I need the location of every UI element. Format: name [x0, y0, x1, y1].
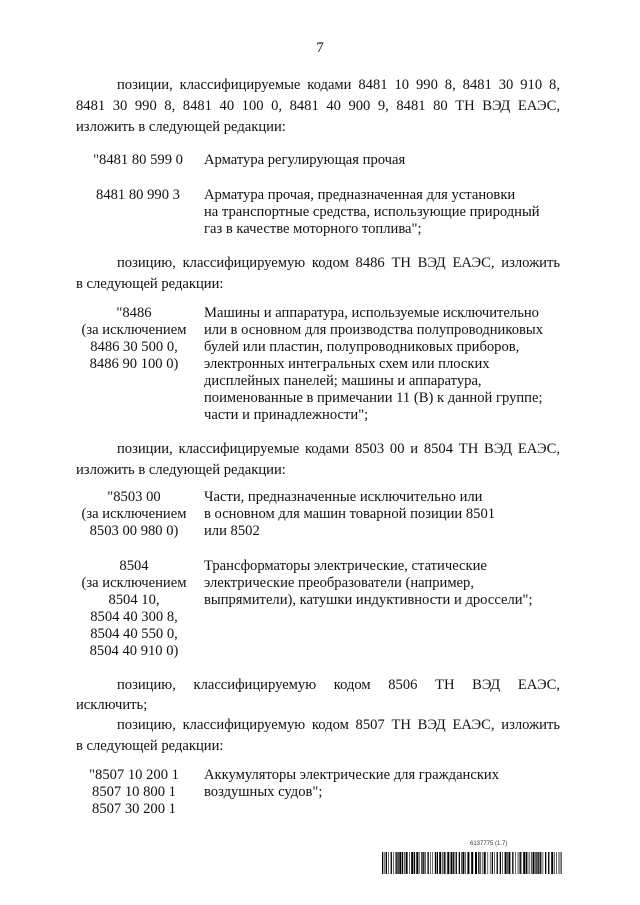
code-8507-line2: 8507 10 800 1 — [92, 784, 176, 800]
barcode-bar — [515, 852, 516, 874]
barcode-bar — [428, 852, 429, 874]
code-8481805990: "8481 80 599 0 — [93, 152, 183, 168]
code-8504-line5: 8504 40 550 0, — [90, 626, 178, 642]
intro1-line1: позиции, классифицируемые кодами 8481 10 990 8, 8481 30 910 8, — [117, 77, 560, 93]
barcode-bar — [442, 852, 443, 874]
barcode-bar — [416, 852, 418, 874]
barcode-bar — [548, 852, 549, 874]
intro3-line1: позиции, классифицируемые кодами 8503 00 и 8504 ТН ВЭД ЕАЭС, — [117, 441, 560, 457]
barcode-bar — [385, 852, 386, 874]
barcode-image — [382, 852, 562, 874]
barcode-bar — [475, 852, 477, 874]
intro1-line3: изложить в следующей редакции: — [76, 119, 286, 135]
desc-8504-line2: электрические преобразователи (например, — [204, 575, 474, 591]
barcode-bar — [543, 852, 544, 874]
desc-8486-line3: булей или пластин, полупроводниковых приборов, — [204, 339, 520, 355]
barcode-bar — [451, 852, 453, 874]
intro1-line2: 8481 30 990 8, 8481 40 100 0, 8481 40 900 9, 8481 80 ТН ВЭД ЕАЭС, — [76, 98, 560, 114]
barcode-bar — [462, 852, 464, 874]
barcode-bar — [446, 852, 447, 874]
barcode-bar — [478, 852, 479, 874]
barcode-bar — [459, 852, 460, 874]
barcode-bar — [430, 852, 431, 874]
intro5-line2: в следующей редакции: — [76, 738, 224, 754]
desc-8481809903-line3: газ в качестве моторного топлива"; — [204, 221, 422, 237]
code-8486-line3: 8486 30 500 0, — [90, 339, 178, 355]
barcode-bar — [386, 852, 387, 874]
barcode-bar — [497, 852, 498, 874]
barcode-bar — [526, 852, 527, 874]
barcode-bar — [402, 852, 403, 874]
barcode-bar — [533, 852, 535, 874]
barcode-bar — [540, 852, 541, 874]
barcode-bar — [432, 852, 433, 874]
barcode-bar — [545, 852, 546, 874]
page-number: 7 — [316, 40, 324, 56]
barcode-bar — [480, 852, 481, 874]
intro3-line2: изложить в следующей редакции: — [76, 462, 286, 478]
barcode-bar — [494, 852, 495, 874]
barcode-bar — [518, 852, 519, 874]
desc-8481809903-line1: Арматура прочая, предназначенная для установки — [204, 187, 516, 203]
barcode-bar — [453, 852, 454, 874]
barcode-bar — [444, 852, 445, 874]
intro5-line1: позицию, классифицируемую кодом 8507 ТН ВЭД ЕАЭС, изложить — [117, 717, 560, 733]
barcode-bar — [411, 852, 413, 874]
desc-8504-line3: выпрямители), катушки индуктивности и дроссели"; — [204, 592, 533, 608]
barcode-bar — [425, 852, 426, 874]
barcode-bar — [531, 852, 532, 874]
barcode-bar — [523, 852, 525, 874]
barcode-bar — [528, 852, 529, 874]
desc-8486-line2: или в основном для производства полупроводниковых — [204, 322, 544, 338]
barcode-bar — [397, 852, 398, 874]
desc-8486-line6: поименованные в примечании 11 (В) к данной группе; — [204, 390, 543, 406]
intro2-line1: позицию, классифицируемую кодом 8486 ТН ВЭД ЕАЭС, изложить — [117, 255, 560, 271]
barcode-bar — [490, 852, 491, 874]
barcode-bar — [414, 852, 415, 874]
barcode-bar — [447, 852, 449, 874]
code-8486-line2: (за исключением — [81, 322, 187, 338]
barcode-bar — [399, 852, 401, 874]
barcode-bar — [404, 852, 405, 874]
desc-8486-line5: дисплейных панелей; машины и аппаратура, — [204, 373, 482, 389]
barcode-bar — [393, 852, 394, 874]
desc-850300-line3: или 8502 — [204, 523, 260, 539]
barcode-bar — [520, 852, 521, 874]
barcode-bar — [406, 852, 408, 874]
barcode-bar — [423, 852, 424, 874]
barcode-bar — [536, 852, 537, 874]
desc-8486-line7: части и принадлежности"; — [204, 407, 369, 423]
barcode-bar — [421, 852, 422, 874]
intro2-line2: в следующей редакции: — [76, 276, 224, 292]
barcode-bar — [500, 852, 501, 874]
barcode-bar — [556, 852, 557, 874]
desc-8481805990: Арматура регулирующая прочая — [204, 152, 406, 168]
barcode-bar — [435, 852, 436, 874]
barcode-bar — [388, 852, 389, 874]
code-8504-line2: (за исключением — [81, 575, 187, 591]
barcode-bar — [419, 852, 420, 874]
barcode-bar — [391, 852, 392, 874]
barcode-bar — [530, 852, 531, 874]
code-850300-line3: 8503 00 980 0) — [89, 523, 179, 539]
barcode-bar — [538, 852, 539, 874]
desc-8486-line1: Машины и аппаратура, используемые исключительно — [204, 305, 539, 321]
desc-8481809903-line2: на транспортные средства, использующие природный — [204, 204, 540, 220]
para4-line2: исключить; — [76, 697, 148, 713]
barcode-bar — [456, 852, 457, 874]
barcode-bar — [471, 852, 473, 874]
barcode-bar — [488, 852, 489, 874]
barcode-bar — [512, 852, 513, 874]
barcode-bar — [551, 852, 553, 874]
barcode-bar — [502, 852, 503, 874]
barcode-bar — [396, 852, 397, 874]
code-8486-line4: 8486 90 100 0) — [89, 356, 179, 372]
barcode-bar — [561, 852, 562, 874]
barcode-bar — [409, 852, 410, 874]
code-8486-line1: "8486 — [116, 305, 152, 321]
barcode-bar — [535, 852, 536, 874]
barcode-bar — [508, 852, 510, 874]
barcode-bar — [554, 852, 555, 874]
code-8507-line3: 8507 30 200 1 — [92, 801, 176, 817]
para4-line1: позицию, классифицируемую кодом 8506 ТН ВЭД ЕАЭС, — [117, 677, 560, 693]
code-850300-line2: (за исключением — [81, 506, 187, 522]
desc-850300-line1: Части, предназначенные исключительно или — [204, 489, 483, 505]
barcode-bar — [461, 852, 462, 874]
code-8504-line3: 8504 10, — [108, 592, 160, 608]
barcode-bar — [484, 852, 486, 874]
barcode-bar — [505, 852, 507, 874]
barcode-bar — [467, 852, 469, 874]
barcode-bar — [519, 852, 520, 874]
barcode-bar — [439, 852, 441, 874]
barcode-number: 6137775 (1.7) — [470, 841, 508, 847]
code-8504-line1: 8504 — [119, 558, 149, 574]
barcode-bar — [465, 852, 466, 874]
barcode-bar — [559, 852, 560, 874]
code-8481809903: 8481 80 990 3 — [96, 187, 180, 203]
barcode-bar — [482, 852, 483, 874]
barcode-bar — [437, 852, 438, 874]
barcode-bar — [507, 852, 508, 874]
desc-8507-line1: Аккумуляторы электрические для гражданских — [204, 767, 500, 783]
code-8504-line6: 8504 40 910 0) — [89, 643, 179, 659]
desc-850300-line2: в основном для машин товарной позиции 8501 — [204, 506, 496, 522]
code-8504-line4: 8504 40 300 8, — [90, 609, 178, 625]
code-850300-line1: "8503 00 — [107, 489, 161, 505]
barcode-bar — [382, 852, 383, 874]
desc-8486-line4: электронных интегральных схем или плоских — [204, 356, 490, 372]
barcode-bar — [492, 852, 493, 874]
desc-8504-line1: Трансформаторы электрические, статические — [204, 558, 487, 574]
code-8507-line1: "8507 10 200 1 — [89, 767, 179, 783]
desc-8507-line2: воздушных судов"; — [204, 784, 323, 800]
barcode-bar — [560, 852, 561, 874]
